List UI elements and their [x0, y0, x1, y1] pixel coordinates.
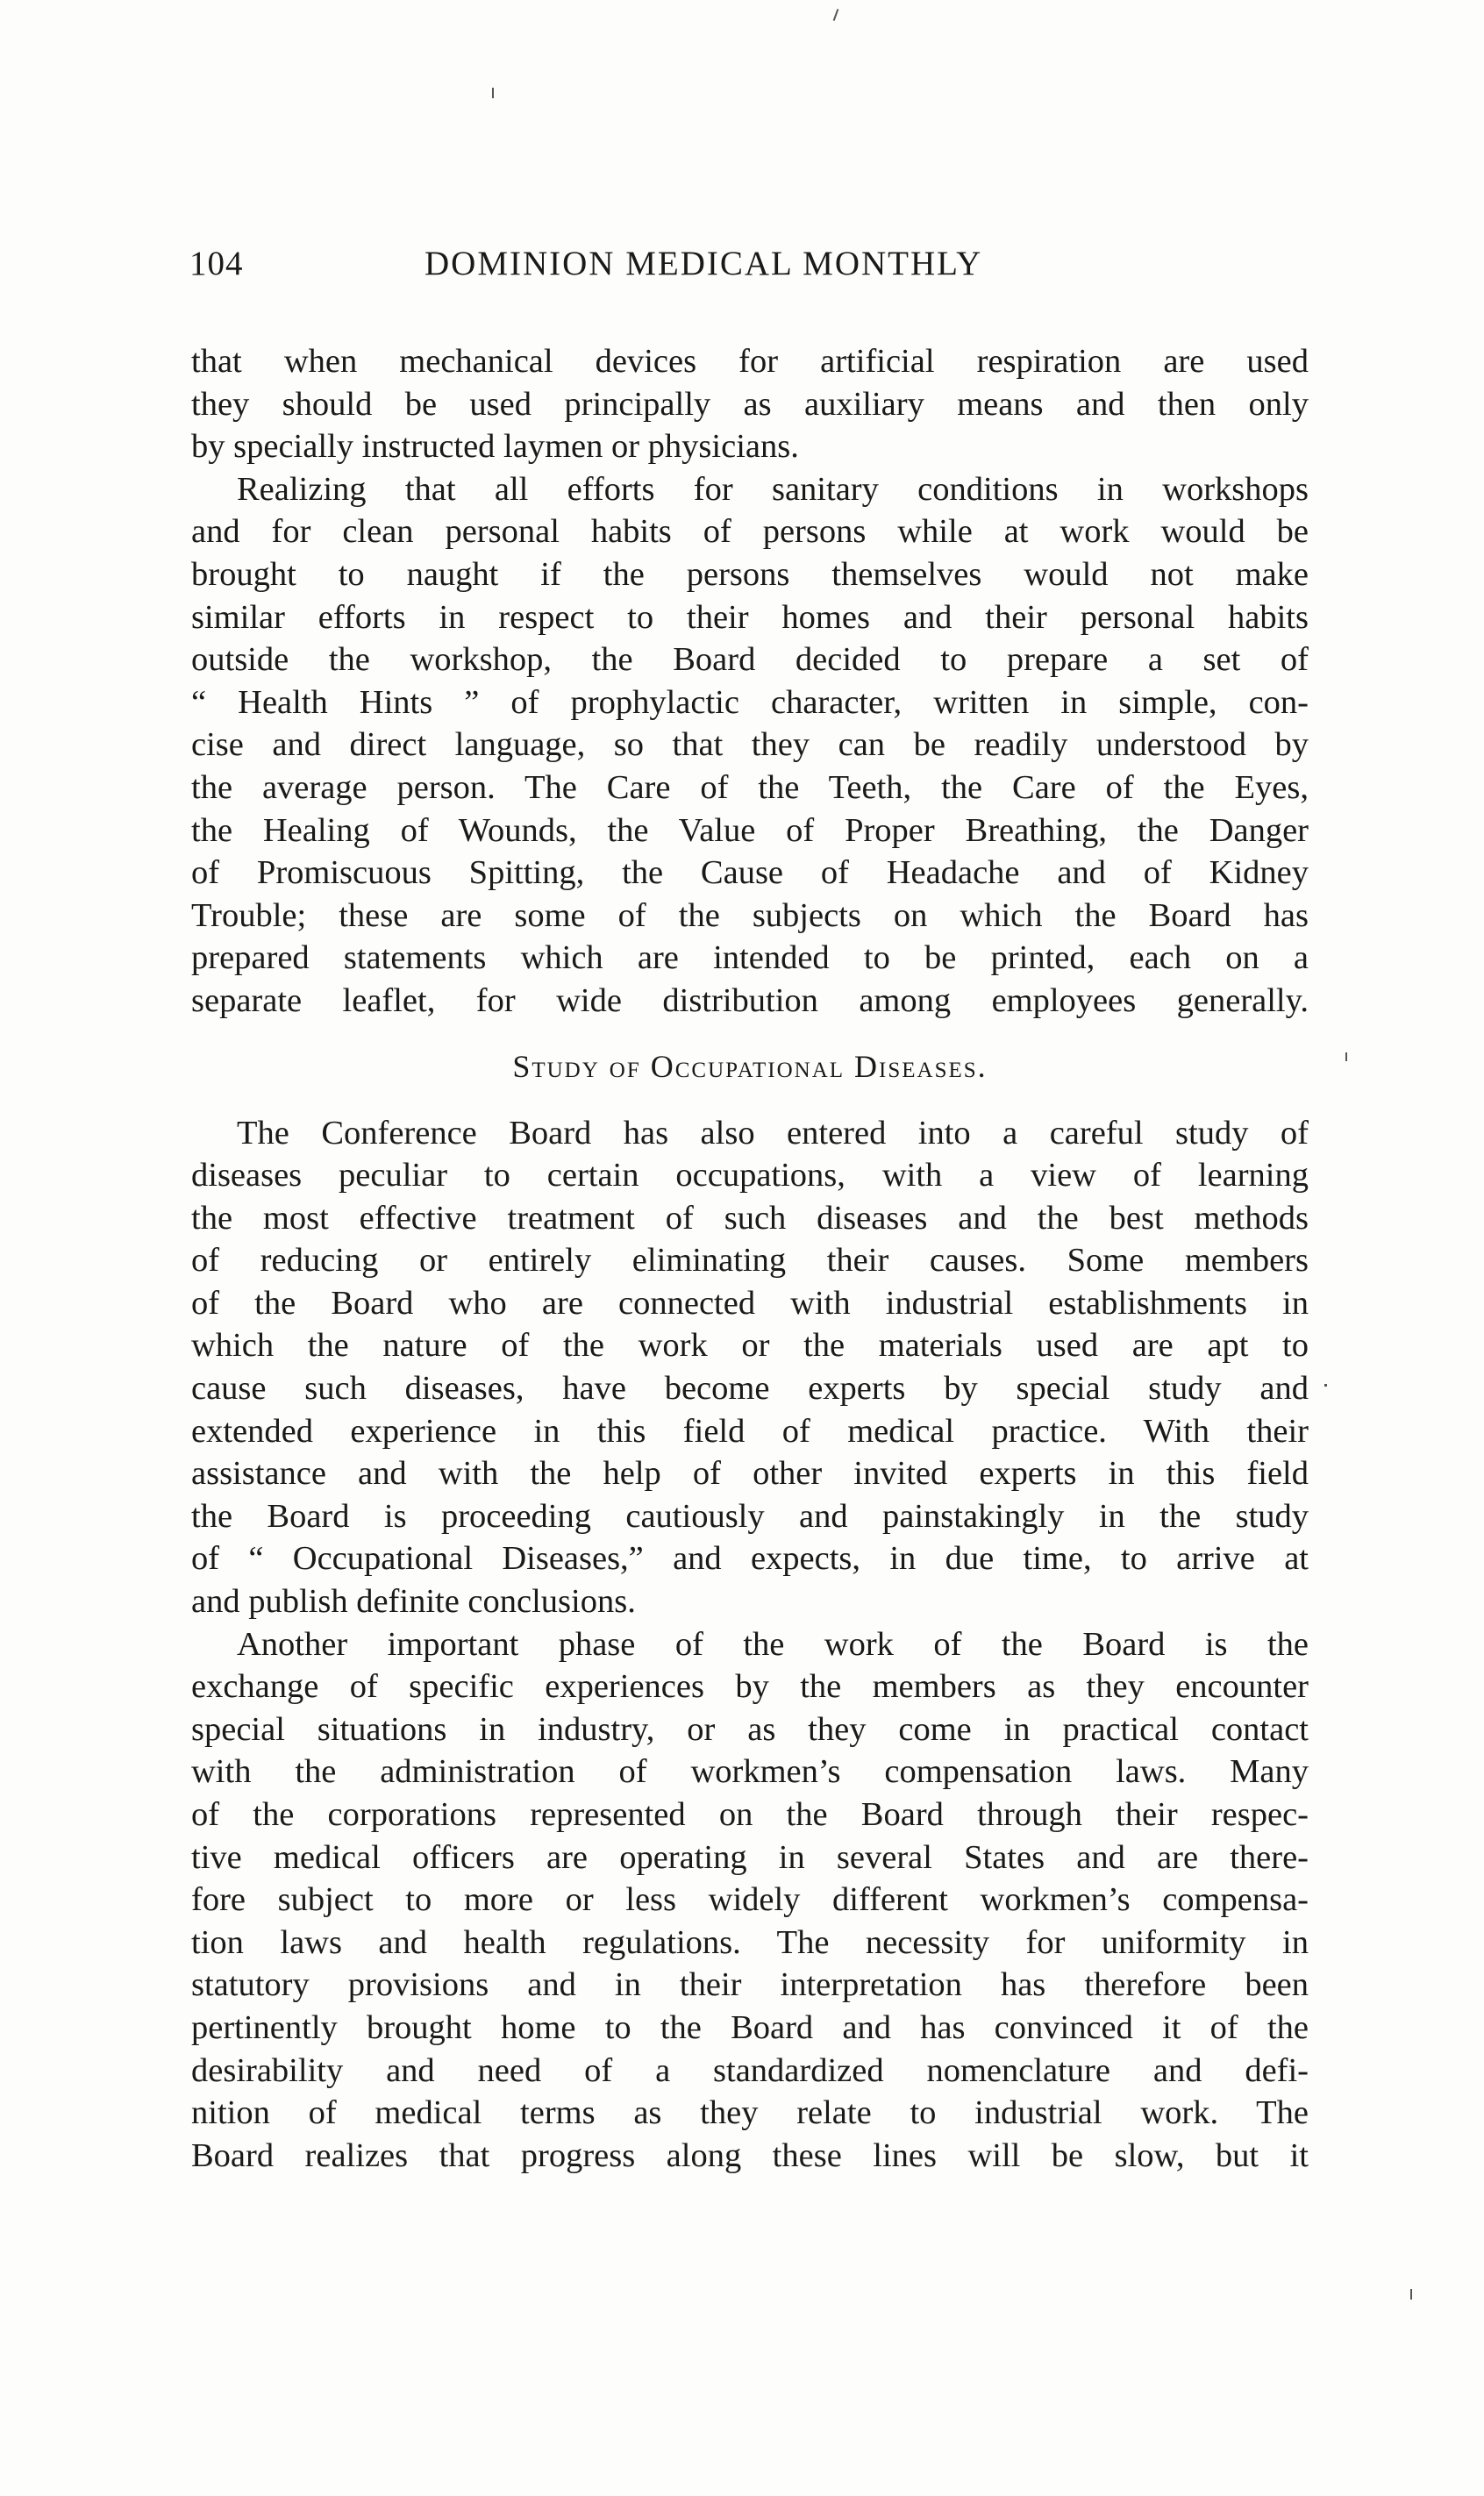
paragraph-2 [191, 468, 1309, 1023]
text-line: of reducing or entirely eliminating their causes. Some members [191, 1242, 1309, 1280]
text-line: desirability and need of a standardized nomenclature and defi- [191, 2051, 1309, 2089]
body-text [191, 340, 1309, 2177]
text-line: Another important phase of the work of the Board is the [237, 1625, 1309, 1663]
scan-speck [1324, 1384, 1327, 1387]
text-line: diseases peculiar to certain occupations, with a view of learning [191, 1157, 1309, 1195]
text-line: tion laws and health regulations. The necessity for uniformity in [191, 1923, 1309, 1961]
scan-speck [1410, 2289, 1412, 2300]
text-line: of the Board who are connected with industrial establishments in [191, 1284, 1309, 1322]
text-line: of the corporations represented on the Board through their respec- [191, 1796, 1309, 1833]
text-line: the average person. The Care of the Teeth, the Care of the Eyes, [191, 768, 1309, 806]
text-line: of “ Occupational Diseases,” and expects, in due time, to arrive at [191, 1540, 1309, 1578]
text-line: that when mechanical devices for artificial respiration are used [191, 343, 1309, 380]
text-line: Trouble; these are some of the subjects on which the Board has [191, 896, 1309, 934]
text-line: special situations in industry, or as they come in practical contact [191, 1710, 1309, 1748]
text-line: they should be used principally as auxiliary means and then only [191, 385, 1309, 423]
journal-title: DOMINION MEDICAL MONTHLY [425, 245, 983, 282]
paragraph-3 [191, 1112, 1309, 1623]
text-line: the Healing of Wounds, the Value of Proper Breathing, the Danger [191, 811, 1309, 849]
text-line: and for clean personal habits of persons while at work would be [191, 513, 1309, 551]
text-line: cause such diseases, have become experts by special study and [191, 1370, 1309, 1408]
text-line: of Promiscuous Spitting, the Cause of Headache and of Kidney [191, 854, 1309, 892]
text-line: fore subject to more or less widely different workmen’s compensa- [191, 1881, 1309, 1919]
paragraph-1 [191, 340, 1309, 468]
text-line: exchange of specific experiences by the members as they encounter [191, 1668, 1309, 1706]
text-line: prepared statements which are intended to be printed, each on a [191, 939, 1309, 977]
text-line: and publish definite conclusions. [191, 1583, 636, 1621]
text-line: nition of medical terms as they relate to industrial work. The [191, 2094, 1309, 2132]
text-line: Board realizes that progress along these lines will be slow, but it [191, 2136, 1309, 2174]
running-head [189, 244, 1309, 296]
text-line: which the nature of the work or the materials used are apt to [191, 1327, 1309, 1365]
scan-speck [1345, 1052, 1347, 1061]
text-line: cise and direct language, so that they can be readily understood by [191, 726, 1309, 764]
page-number: 104 [189, 245, 244, 282]
text-line: with the administration of workmen’s compensation laws. Many [191, 1753, 1309, 1791]
text-line: separate leaflet, for wide distribution among employees generally. [191, 981, 1309, 1019]
text-line: outside the workshop, the Board decided to prepare a set of [191, 641, 1309, 679]
text-line: The Conference Board has also entered into a careful study of [237, 1114, 1309, 1152]
text-line: “ Health Hints ” of prophylactic character, written in simple, con- [191, 683, 1309, 721]
text-line: statutory provisions and in their interpretation has therefore been [191, 1966, 1309, 2004]
section-heading: Study of Occupational Diseases. [512, 1048, 988, 1084]
text-line: extended experience in this field of medical practice. With their [191, 1412, 1309, 1450]
paragraph-4 [191, 1623, 1309, 2178]
text-line: similar efforts in respect to their homes and their personal habits [191, 598, 1309, 636]
text-line: the most effective treatment of such diseases and the best methods [191, 1199, 1309, 1237]
scan-speck [492, 88, 494, 98]
text-line: tive medical officers are operating in several States and are there- [191, 1838, 1309, 1876]
text-line: brought to naught if the persons themselves would not make [191, 555, 1309, 593]
text-line: by specially instructed laymen or physicians. [191, 428, 799, 466]
text-line: assistance and with the help of other invited experts in this field [191, 1455, 1309, 1493]
scan-speck [833, 9, 839, 21]
text-line: Realizing that all efforts for sanitary conditions in workshops [237, 470, 1309, 508]
text-line: the Board is proceeding cautiously and painstakingly in the study [191, 1497, 1309, 1535]
text-line: pertinently brought home to the Board and has convinced it of the [191, 2008, 1309, 2046]
